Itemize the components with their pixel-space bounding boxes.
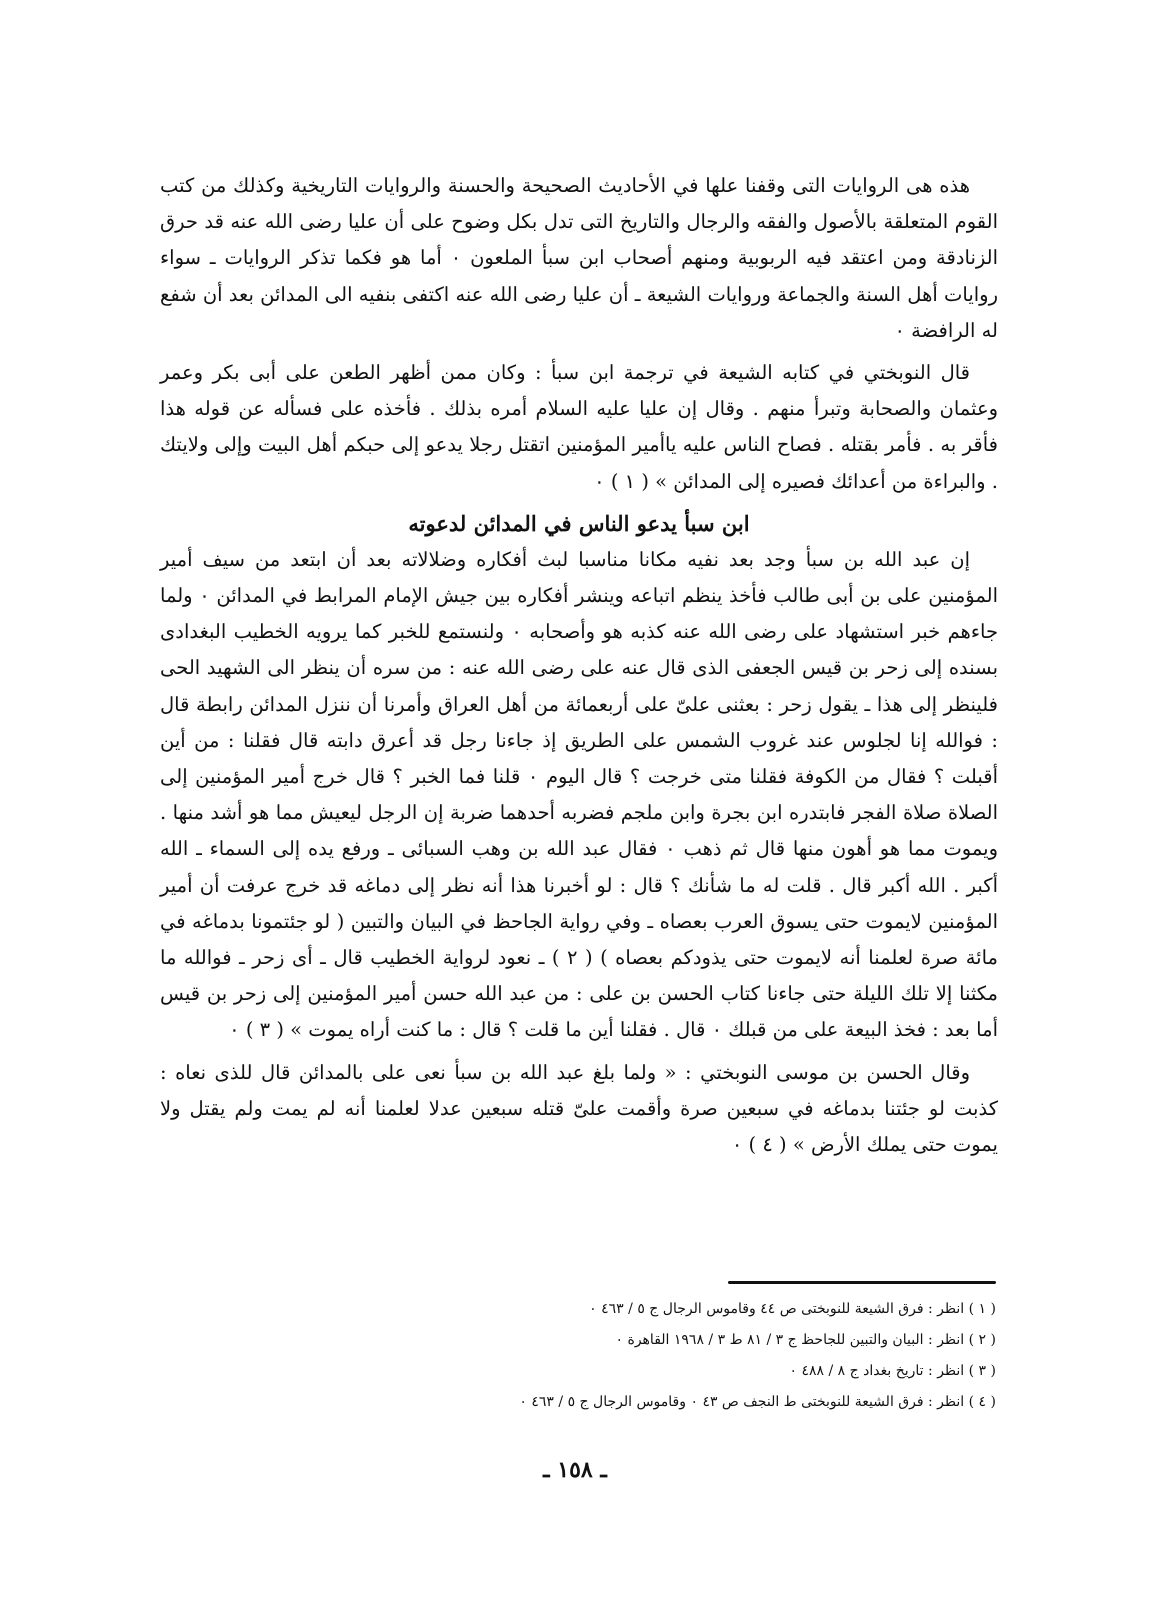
footnote-3: ( ٣ ) انظر : تاريخ بغداد ج ٨ / ٤٨٨ ٠ xyxy=(789,1363,996,1379)
footnote-4: ( ٤ ) انظر : فرق الشيعة للنوبختى ط النجف ص ٤٣ ٠ وقاموس الرجال ج ٥ / ٤٦٣ ٠ xyxy=(519,1394,996,1410)
main-text xyxy=(160,168,998,1169)
paragraph-1: هذه هى الروايات التى وقفنا علها في الأحاديث الصحيحة والحسنة والروايات التاريخية وكذلك من كتب القوم المتعلقة بالأصول والفقه والرجال والتاريخ التى تدل بكل وضوح على أن عليا رضى الله عنه قد حرق الزنادقة ومن اعتقد فيه الربوبية ومنهم أصحاب ابن سبأ الملعون ٠ أما هو فكما تذكر الروايات ـ سواء روايات أهل السنة والجماعة وروايات الشيعة ـ أن عليا رضى الله عنه اكتفى بنفيه الى المدائن بعد أن شفع له الرافضة ٠ xyxy=(160,174,998,342)
page-number: ـ ١٥٨ ـ xyxy=(543,1457,607,1483)
section-heading: ابن سبأ يدعو الناس في المدائن لدعوته xyxy=(408,510,750,536)
paragraph-4: وقال الحسن بن موسى النوبختي : « ولما بلغ عبد الله بن سبأ نعى على بالمدائن قال للذى نعاه : كذبت لو جئتنا بدماغه في سبعين صرة وأقمت علىّ قتله سبعين عدلا لعلمنا أنه لم يمت ولم يقتل ولا يموت حتى يملك الأرض » ( ٤ ) ٠ xyxy=(160,1060,998,1157)
footnotes xyxy=(300,1294,996,1418)
paragraph-2: قال النوبختي في كتابه الشيعة في ترجمة ابن سبأ : وكان ممن أظهر الطعن على أبى بكر وعمر وعثمان والصحابة وتبرأ منهم . وقال إن عليا عليه السلام أمره بذلك . فأخذه على فسأله عن قوله هذا فأقر به . فأمر بقتله . فصاح الناس عليه ياأمير المؤمنين اتقتل رجلا يدعو إلى حبكم أهل البيت وإلى ولايتك . والبراءة من أعدائك فصيره إلى المدائن » ( ١ ) ٠ xyxy=(160,361,998,493)
footnote-2: ( ٢ ) انظر : البيان والتبين للجاحظ ج ٣ / ٨١ ط ٣ / ١٩٦٨ القاهرة ٠ xyxy=(615,1332,996,1348)
footnote-1: ( ١ ) انظر : فرق الشيعة للنوبختى ص ٤٤ وقاموس الرجال ج ٥ / ٤٦٣ ٠ xyxy=(589,1301,996,1317)
paragraph-3: إن عبد الله بن سبأ وجد بعد نفيه مكانا مناسبا لبث أفكاره وضلالاته بعد أن ابتعد من سيف أمير المؤمنين على بن أبى طالب فأخذ ينظم اتباعه وينشر أفكاره بين جيش الإمام المرابط في المدائن ٠ ولما جاءهم خبر استشهاد على رضى الله عنه كذبه هو وأصحابه ٠ ولنستمع للخبر كما يرويه الخطيب البغدادى بسنده إلى زحر بن قيس الجعفى الذى قال عنه على رضى الله عنه : من سره أن ينظر الى الشهيد الحى فلينظر إلى هذا ـ يقول زحر : بعثنى علىّ على أربعمائة من أهل العراق وأمرنا أن ننزل المدائن رابطة قال : فوالله إنا لجلوس عند غروب الشمس على الطريق إذ جاءنا رجل قد أعرق دابته قال فقلنا : من أين أقبلت ؟ فقال من الكوفة فقلنا متى خرجت ؟ قال اليوم ٠ قلنا فما الخبر ؟ قال خرج أمير المؤمنين إلى الصلاة صلاة الفجر فابتدره ابن بجرة وابن ملجم فضربه أحدهما ضربة إن الرجل ليعيش مما هو أشد منها . ويموت مما هو أهون منها قال ثم ذهب ٠ فقال عبد الله بن وهب السبائى ـ ورفع يده إلى السماء ـ الله أكبر . الله أكبر قال . قلت له ما شأنك ؟ قال : لو أخبرنا هذا أنه نظر إلى دماغه قد خرج عرفت أن أمير المؤمنين لايموت حتى يسوق العرب بعصاه ـ وفي رواية الجاحظ في البيان والتبين ( لو جئتمونا بدماغه في مائة صرة لعلمنا أنه لايموت حتى يذودكم بعصاه ) ( ٢ ) ـ نعود لرواية الخطيب قال ـ أى زحر ـ فوالله ما مكثنا إلا تلك الليلة حتى جاءنا كتاب الحسن بن على : من عبد الله حسن أمير المؤمنين إلى زحر بن قيس أما بعد : فخذ البيعة على من قبلك ٠ قال . فقلنا أين ما قلت ؟ قال : ما كنت أراه يموت » ( ٣ ) ٠ xyxy=(160,547,999,1042)
footnote-divider xyxy=(728,1281,996,1284)
